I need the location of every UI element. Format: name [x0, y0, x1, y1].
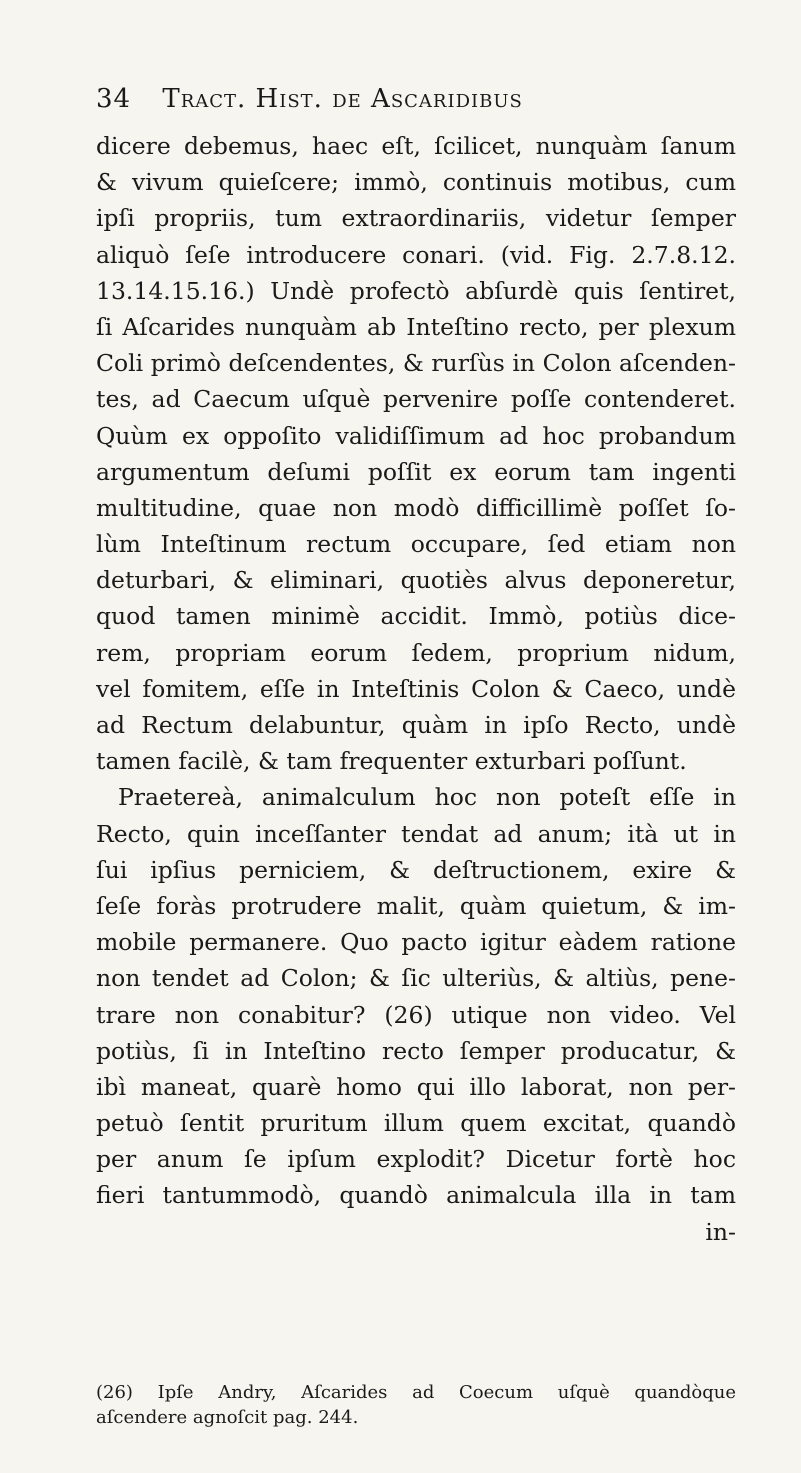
page-number: 34 — [96, 84, 132, 114]
text-line: Recto, quin inceſſanter tendat ad anum; ità ut in — [96, 819, 736, 848]
text-line: vel fomitem, eſſe in Inteſtinis Colon & Caeco, undè — [96, 674, 736, 703]
text-line: petuò ſentit pruritum illum quem excitat, quandò — [96, 1109, 736, 1138]
text-line: & vivum quieſcere; immò, continuis motibus, cum — [96, 168, 736, 197]
running-title: Tract. Hist. de Ascaridibus — [162, 84, 523, 114]
text-line: ſui ipſius perniciem, & deſtructionem, exire & — [96, 855, 736, 884]
text-line: ſi Aſcarides nunquàm ab Inteſtino recto, per plexum — [96, 312, 736, 341]
body-text — [96, 128, 736, 1250]
text-line: ibì maneat, quarè homo qui illo laborat, non per- — [96, 1072, 736, 1101]
text-line: aliquò ſeſe introducere conari. (vid. Fig. 2.7.8.12. — [96, 240, 736, 269]
running-head — [96, 84, 716, 114]
text-line: deturbari, & eliminari, quotiès alvus deponeretur, — [96, 566, 736, 595]
text-line: 13.14.15.16.) Undè profectò abſurdè quis ſentiret, — [96, 276, 736, 305]
text-line: Praetereà, animalculum hoc non poteſt eſſe in — [118, 783, 736, 812]
footnote-line: (26) Ipſe Andry, Aſcarides ad Coecum uſquè quandòque — [96, 1382, 736, 1403]
text-line: ipſi propriis, tum extraordinariis, videtur ſemper — [96, 204, 736, 233]
text-line: multitudine, quae non modò difficillimè poſſet ſo- — [96, 493, 736, 522]
text-line: potiùs, ſi in Inteſtino recto ſemper producatur, & — [96, 1036, 736, 1065]
text-line: quod tamen minimè accidit. Immò, potiùs dice- — [96, 602, 736, 631]
text-line: trare non conabitur? (26) utique non video. Vel — [96, 1000, 736, 1029]
text-line: mobile permanere. Quo pacto igitur eàdem ratione — [96, 928, 736, 957]
text-line: Quùm ex oppoſito validiſſimum ad hoc probandum — [96, 421, 736, 450]
text-line: rem, propriam eorum ſedem, proprium nidum, — [96, 638, 736, 667]
text-line: ad Rectum delabuntur, quàm in ipſo Recto, undè — [96, 711, 736, 739]
text-line: Coli primò deſcendentes, & rurſùs in Colon aſcenden- — [96, 349, 736, 378]
footnote-line: aſcendere agnoſcit pag. 244. — [96, 1407, 359, 1428]
footnote — [96, 1380, 736, 1430]
text-line: tes, ad Caecum uſquè pervenire poſſe contenderet. — [96, 385, 736, 414]
text-line: per anum ſe ipſum explodit? Dicetur fortè hoc — [96, 1145, 736, 1174]
catchword: in- — [705, 1217, 736, 1246]
text-line: ſeſe foràs protrudere malit, quàm quietum, & im- — [96, 891, 736, 920]
text-line: dicere debemus, haec eſt, ſcilicet, nunquàm ſanum — [96, 132, 736, 160]
text-line: non tendet ad Colon; & ſic ulteriùs, & altiùs, pene- — [96, 964, 736, 993]
text-line: argumentum deſumi poſſit ex eorum tam ingenti — [96, 457, 736, 486]
text-line: fieri tantummodò, quandò animalcula illa in tam — [96, 1181, 736, 1210]
text-line: lùm Inteſtinum rectum occupare, ſed etiam non — [96, 530, 736, 559]
text-line: tamen facilè, & tam frequenter exturbari poſſunt. — [96, 747, 687, 776]
